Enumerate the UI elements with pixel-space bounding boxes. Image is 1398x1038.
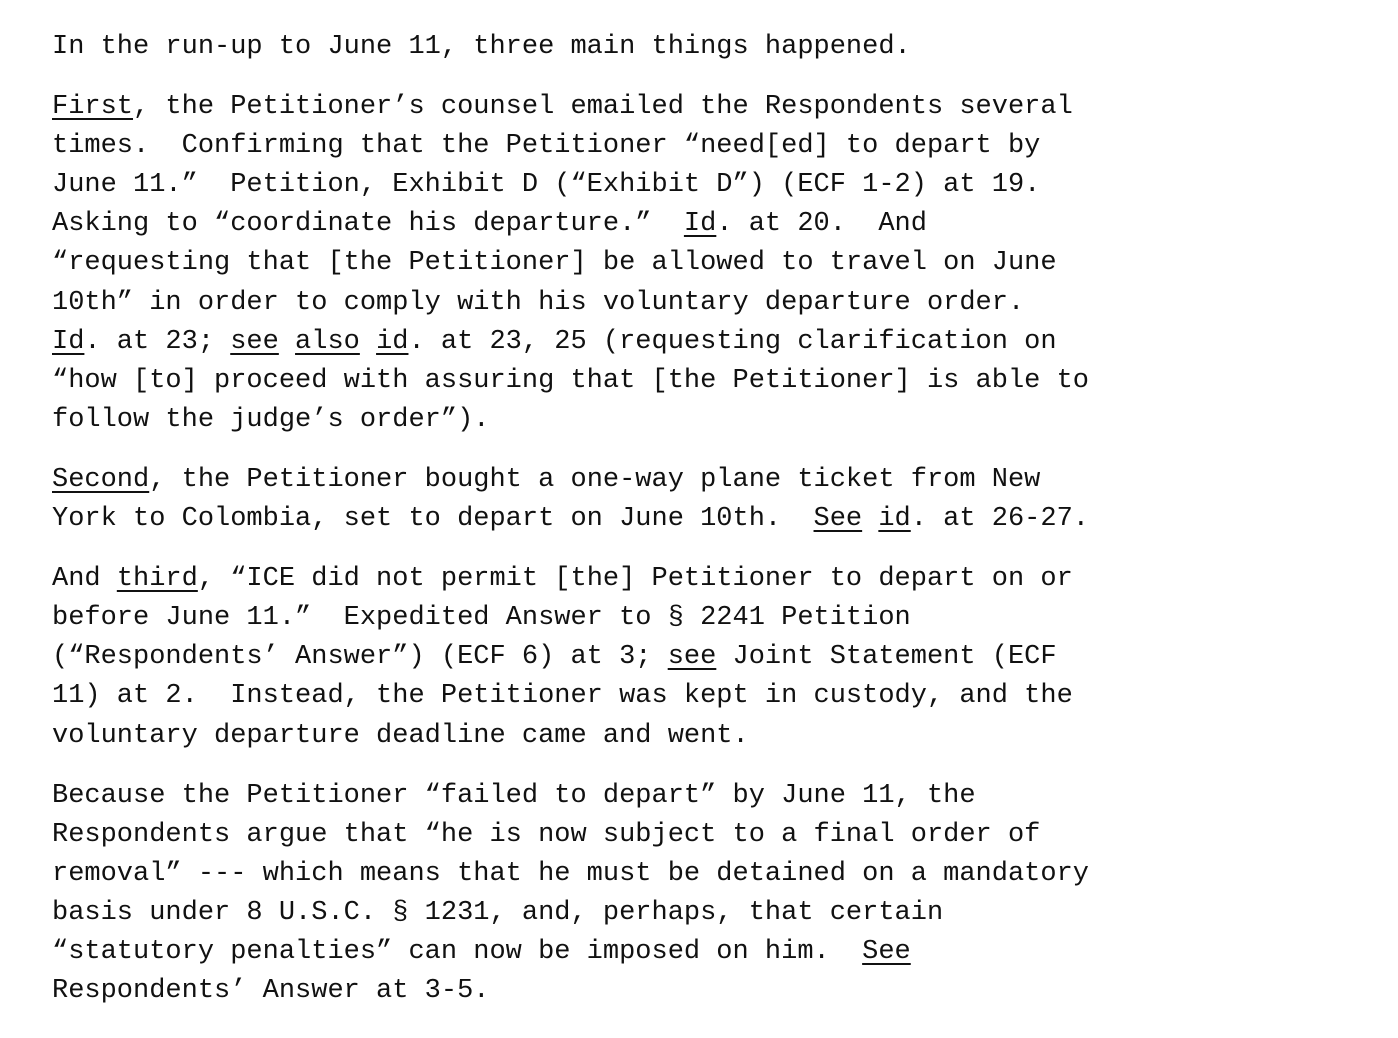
text-run: before June 11.” Expedited Answer to § 2241 Petition: [52, 603, 911, 634]
text-run: Joint Statement (ECF: [716, 642, 1057, 673]
text-line: [52, 677, 1382, 716]
text-line: [52, 500, 1382, 539]
text-line: [52, 323, 1382, 362]
text-run: 11) at 2. Instead, the Petitioner was kept in custody, and the: [52, 681, 1073, 712]
paragraph: [52, 88, 1382, 440]
underlined-term: See: [813, 504, 863, 535]
text-run: , the Petitioner’s counsel emailed the Respondents several: [133, 92, 1073, 123]
text-line: [52, 933, 1382, 972]
text-run: 10th” in order to comply with his voluntary departure order.: [52, 287, 1025, 318]
text-run: [279, 327, 295, 357]
underlined-term: third: [116, 564, 198, 595]
underlined-term: see: [667, 642, 717, 673]
text-run: removal” --- which means that he must be detained on a mandatory: [52, 858, 1089, 889]
document-body: [52, 28, 1382, 1032]
text-line: [52, 717, 1382, 756]
text-line: [52, 855, 1382, 894]
text-line: [52, 894, 1382, 933]
text-line: [52, 638, 1382, 677]
underlined-term: id: [376, 326, 409, 357]
text-run: follow the judge’s order”).: [52, 404, 490, 435]
text-line: [52, 401, 1382, 440]
text-line: [52, 972, 1382, 1011]
text-run: “requesting that [the Petitioner] be allowed to travel on June: [52, 248, 1057, 279]
text-line: [52, 244, 1382, 283]
text-run: York to Colombia, set to depart on June 10th.: [52, 504, 814, 535]
underlined-term: See: [862, 936, 911, 967]
paragraph: [52, 777, 1382, 1012]
text-line: [52, 777, 1382, 816]
text-run: . at 20. And: [716, 209, 927, 240]
text-run: Respondents’ Answer at 3-5.: [52, 976, 490, 1007]
text-run: And: [52, 564, 117, 595]
text-line: [52, 166, 1382, 205]
text-run: voluntary departure deadline came and went.: [52, 720, 749, 751]
underlined-term: First: [52, 92, 134, 123]
text-run: , “ICE did not permit [the] Petitioner to depart on or: [197, 564, 1073, 595]
text-run: “how [to] proceed with assuring that [the Petitioner] is able to: [52, 365, 1089, 396]
text-line: [52, 28, 1382, 67]
text-line: [52, 127, 1382, 166]
text-run: . at 26-27.: [910, 504, 1089, 535]
text-line: [52, 284, 1382, 323]
text-run: June 11.” Petition, Exhibit D (“Exhibit D”) (ECF 1-2) at 19.: [52, 170, 1041, 201]
text-run: , the Petitioner bought a one-way plane ticket from New: [149, 464, 1041, 495]
text-run: . at 23;: [84, 326, 231, 357]
text-run: basis under 8 U.S.C. § 1231, and, perhaps, that certain: [52, 897, 944, 928]
paragraph: [52, 560, 1382, 755]
text-run: . at 23, 25 (requesting clarification on: [408, 326, 1057, 357]
text-run: In the run-up to June 11, three main things happened.: [52, 32, 911, 62]
underlined-term: Second: [52, 464, 150, 495]
text-line: [52, 205, 1382, 244]
text-run: [360, 327, 376, 357]
text-run: times. Confirming that the Petitioner “need[ed] to depart by: [52, 131, 1041, 162]
text-line: [52, 461, 1382, 500]
text-run: Because the Petitioner “failed to depart” by June 11, the: [52, 780, 976, 811]
text-line: [52, 560, 1382, 599]
text-line: [52, 599, 1382, 638]
text-line: [52, 88, 1382, 127]
text-run: Respondents argue that “he is now subject to a final order of: [52, 819, 1041, 850]
text-run: Asking to “coordinate his departure.”: [52, 209, 684, 240]
underlined-term: see: [230, 326, 279, 357]
paragraph: [52, 28, 1382, 67]
text-run: (“Respondents’ Answer”) (ECF 6) at 3;: [52, 642, 668, 673]
text-run: “statutory penalties” can now be imposed on him.: [52, 936, 863, 967]
paragraph: [52, 461, 1382, 539]
underlined-term: Id: [683, 209, 717, 240]
text-line: [52, 362, 1382, 401]
underlined-term: Id: [52, 326, 85, 357]
text-run: [862, 504, 878, 534]
underlined-term: id: [878, 504, 911, 535]
underlined-term: also: [295, 326, 360, 357]
text-line: [52, 816, 1382, 855]
